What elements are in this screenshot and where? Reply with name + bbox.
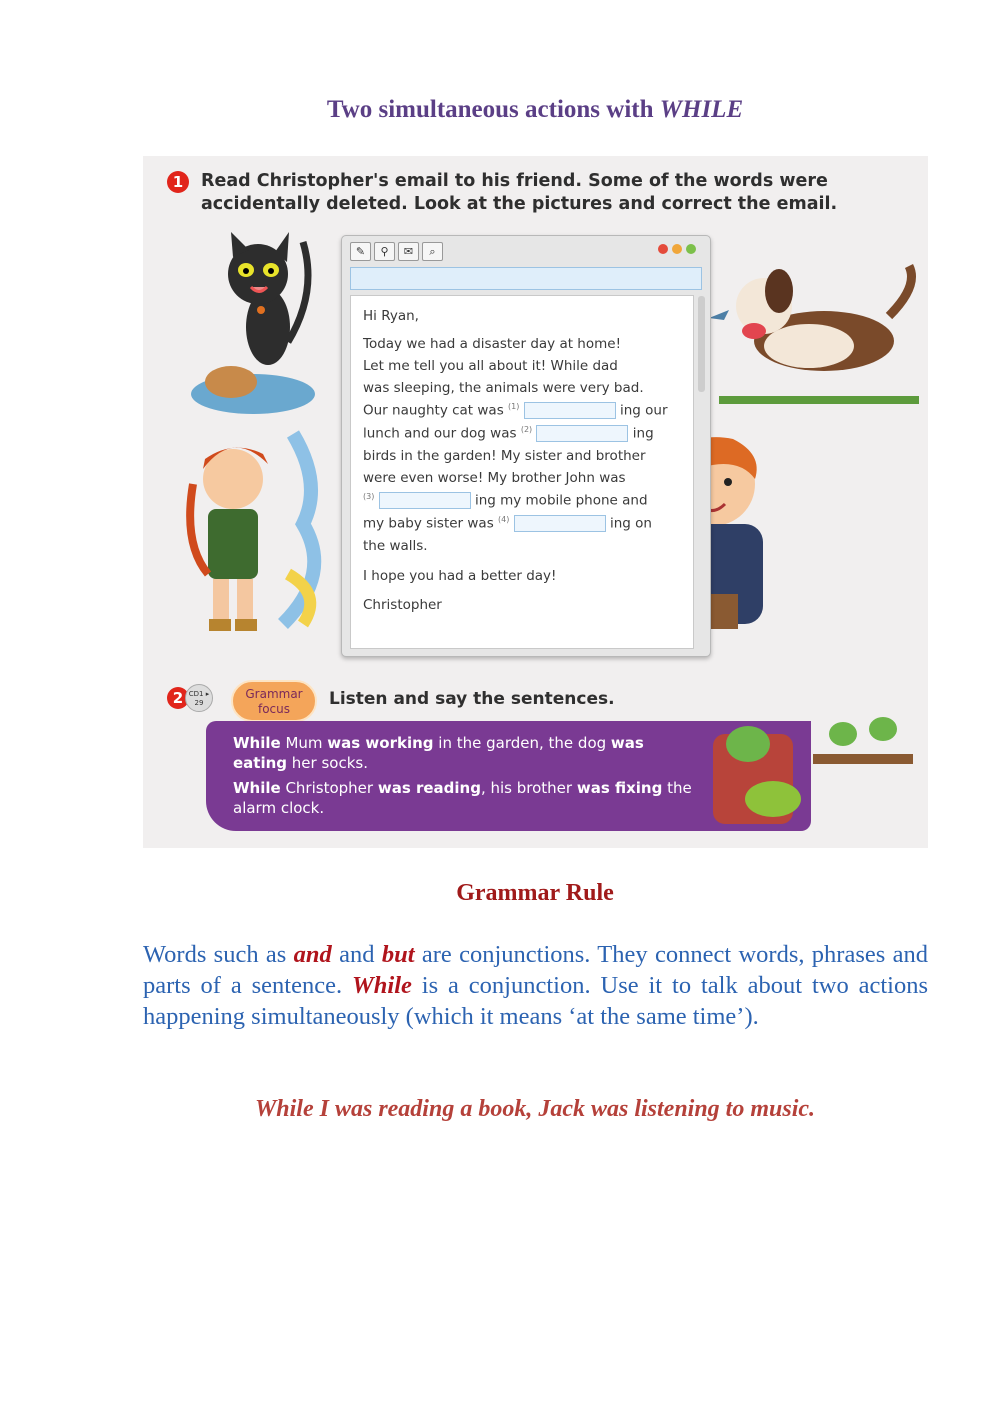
dog-illustration — [709, 246, 924, 416]
email-line: Our naughty cat was $^{(1)}$ ing our — [363, 402, 668, 419]
grammar-focus-badge: Grammar focus — [231, 680, 317, 722]
email-body — [350, 295, 694, 649]
blank-3-input[interactable] — [379, 492, 471, 509]
email-line: the walls. — [363, 538, 428, 554]
search-icon[interactable]: ⌕ — [422, 242, 443, 261]
page-title: Two simultaneous actions with WHILE — [326, 96, 744, 123]
email-line: my baby sister was $^{(4)}$ ing on — [363, 515, 652, 532]
email-closing: I hope you had a better day! — [363, 568, 557, 584]
exercise-2-instruction: Listen and say the sentences. — [329, 689, 615, 709]
envelope-icon[interactable]: ✉ — [398, 242, 419, 261]
exercise-2-number: 2 — [167, 687, 189, 709]
example-sentence-2: While Christopher was reading, his brother was fixing the alarm clock. — [233, 779, 692, 817]
maximize-icon[interactable] — [686, 244, 696, 254]
tortoise-family-illustration — [703, 704, 923, 834]
exercise-1-instruction: Read Christopher's email to his friend. Some of the words were accidentally deleted. Look at the pictures and correct the email. — [201, 171, 838, 214]
email-window — [341, 235, 711, 657]
email-line: $^{(3)}$ ing my mobile phone and — [363, 492, 648, 509]
email-line: lunch and our dog was $^{(2)}$ ing — [363, 425, 654, 442]
email-greeting: Hi Ryan, — [363, 308, 419, 324]
title-emphasis: WHILE — [659, 96, 744, 123]
textbook-page — [143, 156, 928, 848]
cat-illustration — [183, 232, 343, 422]
blank-1-input[interactable] — [524, 402, 616, 419]
cd-track-icon[interactable]: CD1 ▸ 29 — [185, 684, 213, 712]
example-sentence-1: While Mum was working in the garden, the dog was eating her socks. — [233, 734, 644, 772]
email-line: birds in the garden! My sister and brother — [363, 448, 646, 464]
blank-2-input[interactable] — [536, 425, 628, 442]
example-sentence: While I was reading a book, Jack was listening to music. — [254, 1096, 816, 1122]
minimize-icon[interactable] — [672, 244, 682, 254]
email-signature: Christopher — [363, 597, 442, 613]
pencil-icon[interactable]: ✎ — [350, 242, 371, 261]
grammar-rule-text: Words such as and and but are conjunctions. They connect words, phrases and parts of a sentence. While is a conjunction. Use it to talk about two actions happening simultaneously (which it means ‘at the same time’). — [143, 941, 928, 1030]
grammar-rule-title: Grammar Rule — [456, 880, 614, 906]
paperclip-icon[interactable]: ⚲ — [374, 242, 395, 261]
scrollbar[interactable] — [698, 296, 705, 392]
email-line: Let me tell you all about it! While dad — [363, 358, 618, 374]
girl-painting-illustration — [173, 424, 343, 644]
email-line: was sleeping, the animals were very bad. — [363, 380, 644, 396]
exercise-1-number: 1 — [167, 171, 189, 193]
blank-4-input[interactable] — [514, 515, 606, 532]
address-field[interactable] — [350, 267, 702, 290]
email-line: were even worse! My brother John was — [363, 470, 626, 486]
close-icon[interactable] — [658, 244, 668, 254]
email-line: Today we had a disaster day at home! — [363, 336, 621, 352]
